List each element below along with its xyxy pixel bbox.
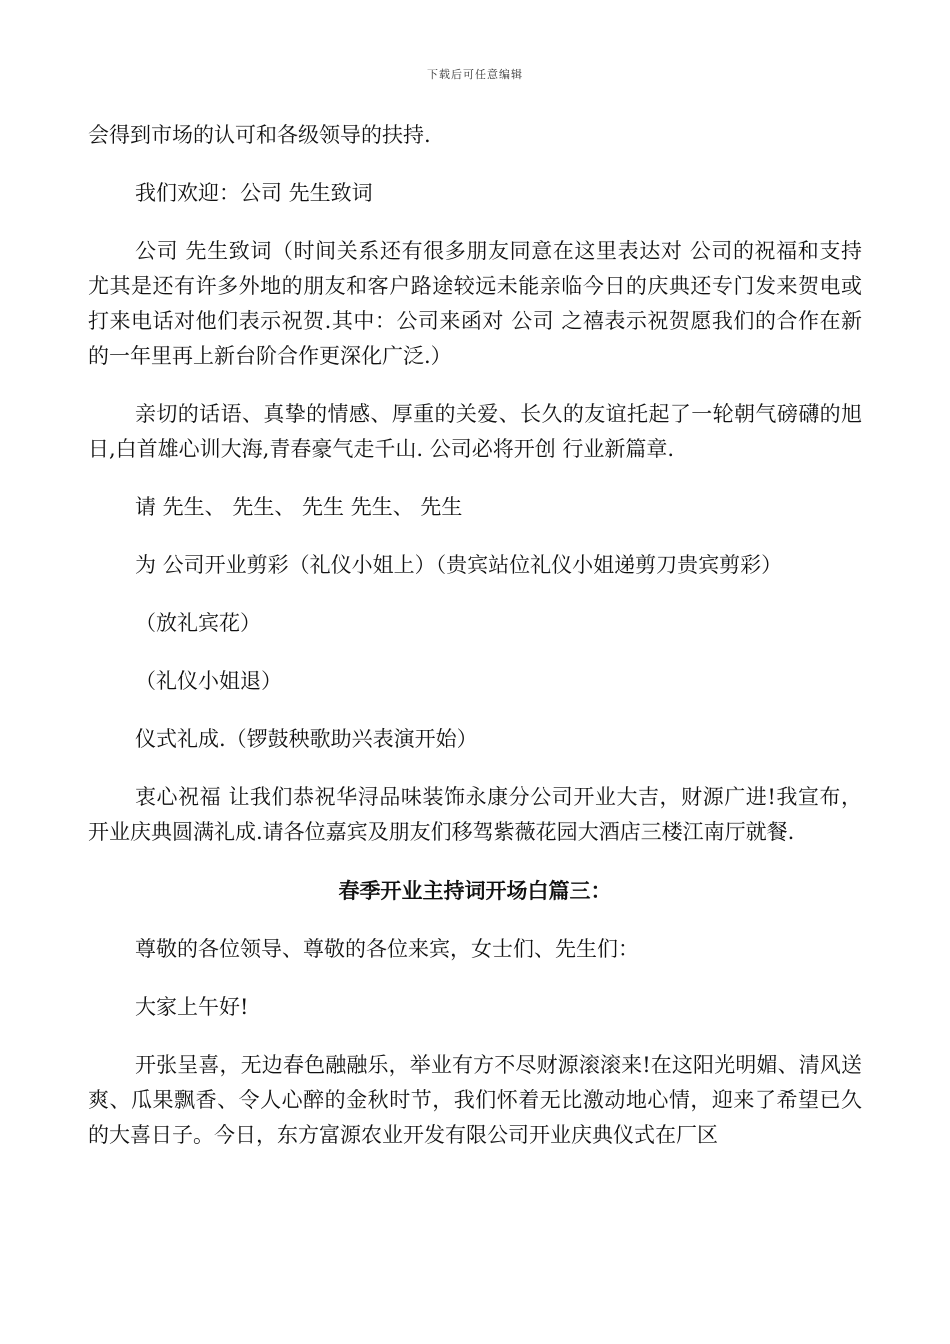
paragraph-opening: 开张呈喜，无边春色融融乐，举业有方不尽财源滚滚来!在这阳光明媚、清风送爽、瓜果飘香、令人心醉的金秋时节，我们怀着无比激动地心情，迎来了希望已久的大喜日子。今日，东方富源农业开发有限公司开业庆典仪式在厂区: [88, 1053, 862, 1147]
section-heading: 春季开业主持词开场白篇三：: [338, 879, 612, 903]
paragraph-fireworks: （放礼宾花）: [135, 611, 261, 635]
paragraph-speech: 公司 先生致词（时间关系还有很多朋友同意在这里表达对 公司的祝福和支持尤其是还有许多外地的朋友和客户路途较远未能亲临今日的庆典还专门发来贺电或打来电话对他们表示祝贺.其中：公司来函对 公司 之禧表示祝贺愿我们的合作在新的一年里再上新台阶合作更深化广泛.）: [88, 239, 862, 368]
paragraph-ceremony-complete: 仪式礼成.（锣鼓秧歌助兴表演开始）: [135, 727, 478, 751]
paragraph-welcome: 我们欢迎：公司 先生致词: [135, 181, 373, 205]
paragraph-ribbon-cutting: 为 公司开业剪彩（礼仪小姐上）（贵宾站位礼仪小姐递剪刀贵宾剪彩）: [135, 553, 783, 577]
paragraph-greeting: 尊敬的各位领导、尊敬的各位来宾，女士们、先生们：: [135, 937, 639, 961]
paragraph-invite: 请 先生、 先生、 先生 先生、 先生: [135, 495, 463, 519]
paragraph-blessing: 亲切的话语、真挚的情感、厚重的关爱、长久的友谊托起了一轮朝气磅礴的旭日,白首雄心训大海,青春豪气走千山. 公司必将开创 行业新篇章.: [88, 402, 862, 461]
paragraph-closing: 衷心祝福 让我们恭祝华浔品味装饰永康分公司开业大吉，财源广进!我宣布，开业庆典圆满礼成.请各位嘉宾及朋友们移驾紫薇花园大酒店三楼江南厅就餐.: [88, 785, 862, 844]
page-header-note: 下载后可任意编辑: [427, 68, 523, 81]
paragraph-hostess-exit: （礼仪小姐退）: [135, 669, 282, 693]
document-body: [88, 118, 862, 1153]
paragraph-continuation: 会得到市场的认可和各级领导的扶持.: [88, 123, 431, 147]
paragraph-good-morning: 大家上午好!: [135, 995, 249, 1019]
